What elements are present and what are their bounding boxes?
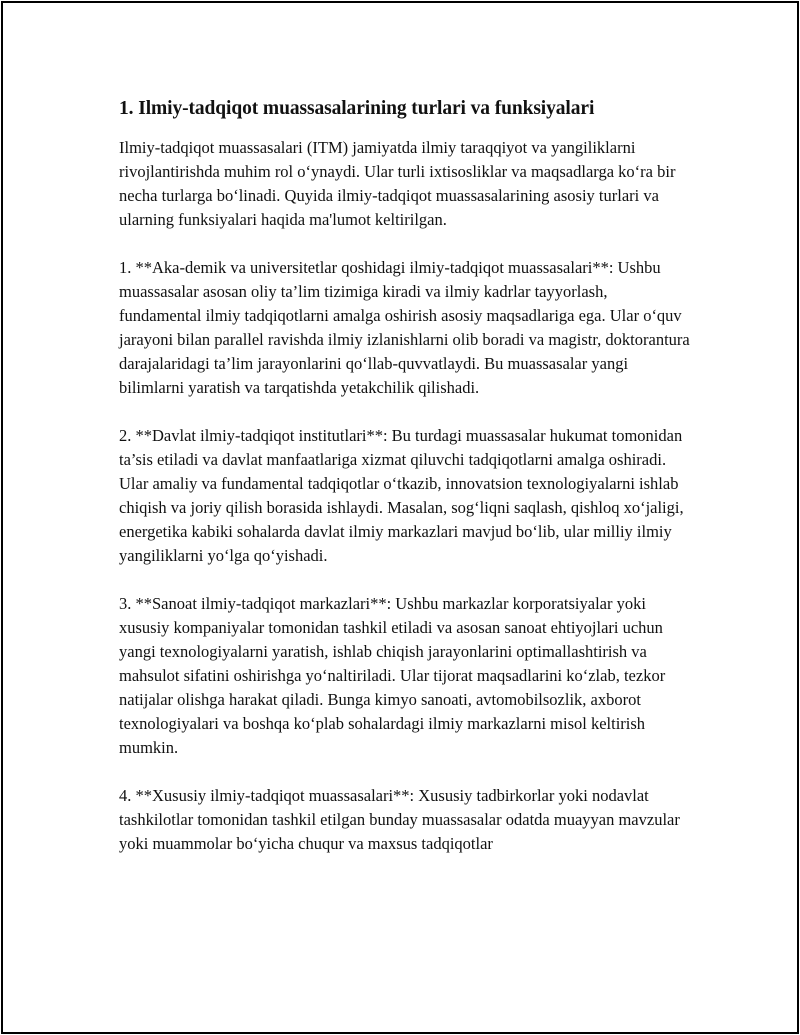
paragraph-private-institutions: 4. **Xususiy ilmiy-tadqiqot muassasalari**: Xususiy tadbirkorlar yoki nodavlat tashkilotlar tomonidan tashkil etilgan bunday muassasalar odatda muayyan mavzular yoki muammolar bo‘yicha chuqur va maxsus tadqiqotlar	[119, 786, 680, 853]
paragraph-state-institutes: 2. **Davlat ilmiy-tadqiqot institutlari**: Bu turdagi muassasalar hukumat tomonidan ta’sis etiladi va davlat manfaatlariga xizmat qiluvchi tadqiqotlarni amalga oshiradi. Ular amaliy va fundamental tadqiqotlar o‘tkazib, innovatsion texnologiyalarni ishlab chiqish va joriy qilish borasida ishlaydi. Masalan, sog‘liqni saqlash, qishloq xo‘jaligi, energetika kabiki sohalarda davlat ilmiy markazlari mavjud bo‘lib, ular milliy ilmiy yangiliklarni yo‘lga qo‘yishadi.	[119, 426, 684, 565]
page-title: 1. Ilmiy-tadqiqot muassasalarining turlari va funksiyalari	[119, 98, 595, 119]
document-body	[119, 95, 691, 880]
intro-paragraph: Ilmiy-tadqiqot muassasalari (ITM) jamiyatda ilmiy taraqqiyot va yangiliklarni rivojlantirishda muhim rol o‘ynaydi. Ular turli ixtisosliklar va maqsadlarga ko‘ra bir necha turlarga bo‘linadi. Quyida ilmiy-tadqiqot muassasalarining asosiy turlari va ularning funksiyalari haqida ma'lumot keltirilgan.	[119, 138, 676, 229]
paragraph-industrial-centers: 3. **Sanoat ilmiy-tadqiqot markazlari**: Ushbu markazlar korporatsiyalar yoki xususiy kompaniyalar tomonidan tashkil etiladi va asosan sanoat ehtiyojlari uchun yangi texnologiyalarni yaratish, ishlab chiqish jarayonlarini optimallashtirish va mahsulot sifatini oshirishga yo‘naltiriladi. Ular tijorat maqsadlarini ko‘zlab, tezkor natijalar olishga harakat qiladi. Bunga kimyo sanoati, avtomobilsozlik, axborot texnologiyalari va boshqa ko‘plab sohalardagi ilmiy markazlarni misol keltirish mumkin.	[119, 594, 666, 757]
paragraph-academic-institutions: 1. **Aka-demik va universitetlar qoshidagi ilmiy-tadqiqot muassasalari**: Ushbu muassasalar asosan oliy ta’lim tizimiga kiradi va ilmiy kadrlar tayyorlash, fundamental ilmiy tadqiqotlarni amalga oshirish asosiy maqsadlariga ega. Ular o‘quv jarayoni bilan parallel ravishda ilmiy izlanishlarni olib boradi va magistr, doktorantura darajalaridagi ta’lim jarayonlarini qo‘llab-quvvatlaydi. Bu muassasalar yangi bilimlarni yaratish va tarqatishda yetakchilik qilishadi.	[119, 258, 690, 397]
page-frame	[1, 1, 799, 1034]
